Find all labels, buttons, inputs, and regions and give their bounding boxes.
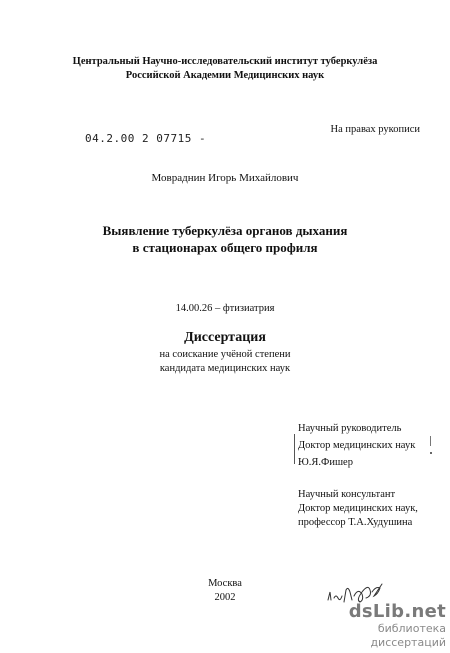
degree-line-1: на соискание учёной степени — [159, 349, 291, 360]
dissertation-heading: Диссертация — [184, 330, 266, 345]
thesis-title-line-2: в стационарах общего профиля — [132, 240, 318, 255]
supervisor-role: Научный руководитель — [298, 423, 402, 434]
manuscript-rights-note: На правах рукописи — [330, 124, 420, 135]
scan-artifact-line — [294, 434, 295, 464]
thesis-title-line-1: Выявление туберкулёза органов дыхания — [102, 223, 348, 238]
degree-description — [0, 348, 450, 376]
city: Москва — [208, 578, 242, 589]
scientific-consultant — [298, 488, 418, 530]
supervisor-name: Ю.Я.Фишер — [298, 457, 353, 468]
archive-code-stamp: 04.2.00 2 07715 - — [85, 132, 207, 145]
dslib-watermark — [328, 602, 446, 650]
degree-line-2: кандидата медицинских наук — [159, 363, 291, 374]
author-name: Мовраднин Игорь Михайлович — [151, 172, 299, 184]
speciality-code: 14.00.26 – фтизиатрия — [175, 303, 275, 314]
supervisor-degree: Доктор медицинских наук — [298, 440, 416, 451]
consultant-name: профессор Т.А.Худушина — [298, 517, 413, 528]
institute-line-1: Центральный Научно-исследовательский институт туберкулёза — [72, 56, 378, 67]
institute-line-2: Российской Академии Медицинских наук — [125, 70, 325, 81]
consultant-role: Научный консультант — [298, 489, 396, 500]
year: 2002 — [214, 592, 236, 603]
institute-name — [0, 55, 450, 83]
watermark-brand: dsLib.net — [348, 601, 446, 622]
watermark-tagline: библиотека диссертаций — [370, 622, 446, 649]
scan-artifact-line — [430, 436, 431, 446]
thesis-title — [0, 222, 450, 256]
scan-artifact-dot — [430, 452, 432, 454]
consultant-degree: Доктор медицинских наук, — [298, 503, 418, 514]
scientific-supervisor — [298, 420, 415, 471]
